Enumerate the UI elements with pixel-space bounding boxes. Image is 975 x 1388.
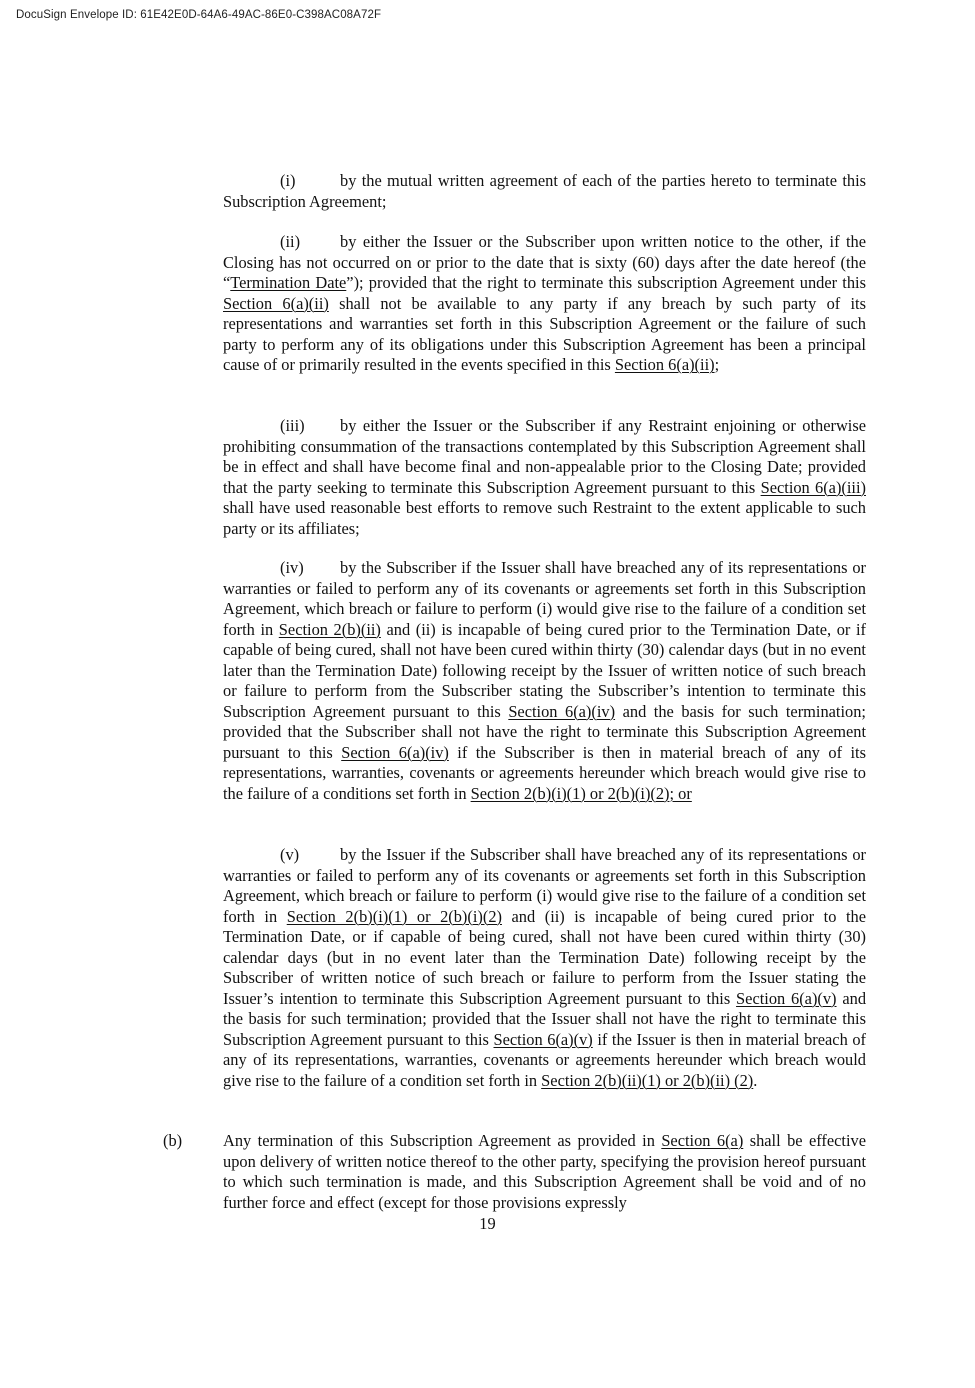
clause-text: if the Issuer is then in material breach of any of its representations, warranties, covenants or agreements hereunder which breach would give rise to the failure of a condition set forth in: [223, 1029, 866, 1090]
clause-number: (iii): [280, 416, 305, 435]
clause-text: by the Subscriber if the Issuer shall have breached any of its representations or warranties or failed to perform any of its covenants or agreements set forth in this Subscription Agreement, which breach or failure to perform (i) would give rise to the failure of a condition set forth in: [223, 558, 866, 639]
clause-number: (ii): [280, 232, 301, 251]
clause-text: ;: [714, 355, 720, 374]
section-reference: Section 6(a)(ii): [614, 355, 715, 374]
clause-text: shall be effective upon delivery of written notice thereof to the other party, specifying the provision hereof pursuant to which such termination is made, and this Subscription Agreement shall be void and of no further force and effect (except for those provisions expressly: [223, 1131, 866, 1212]
clause-text: by the Issuer if the Subscriber shall have breached any of its representations or warranties or failed to perform any of its covenants or agreements set forth in this Subscription Agreement, which breach or failure to perform (i) would give rise to the failure of a condition set forth in: [223, 845, 866, 926]
clause-text: by either the Issuer or the Subscriber upon written notice to the other, if the Closing has not occurred on or prior to the date that is sixty (60) days after the date hereof (the “: [223, 232, 866, 292]
clause-ii: [223, 232, 866, 376]
docusign-envelope-id: DocuSign Envelope ID: 61E42E0D-64A6-49AC-86E0-C398AC08A72F: [16, 9, 382, 21]
section-reference: Section 6(a)(iv): [341, 742, 449, 762]
section-reference: Section 6(a): [661, 1131, 744, 1150]
section-reference: Section 2(b)(ii): [278, 619, 381, 639]
subsection-b-text: [223, 1131, 866, 1213]
clause-text: shall have used reasonable best efforts to remove such Restraint to the extent applicable to such party or its affiliates;: [223, 498, 866, 538]
clause-v: [223, 845, 866, 1091]
section-reference: Section 2(b)(i)(1) or 2(b)(i)(2): [286, 906, 502, 926]
clause-text: and (ii) is incapable of being cured prior to the Termination Date, or if capable of being cured, shall not have been cured within thirty (30) calendar days (but in no event later than the Termination Date) following receipt by the Subscriber of written notice of such breach or failure to perform from the Issuer stating the Issuer’s intention to terminate this Subscription Agreement pursuant to this: [223, 906, 866, 1008]
section-reference: Section 6(a)(ii): [223, 293, 329, 313]
section-reference: Section 6(a)(iv): [508, 701, 616, 721]
section-reference: Section 2(b)(i)(1) or 2(b)(i)(2); or: [470, 783, 692, 803]
subsection-b-label: (b): [163, 1131, 183, 1150]
section-reference: Section 6(a)(v): [736, 988, 837, 1008]
clause-iv: [223, 558, 866, 804]
clause-text: .: [753, 1070, 758, 1090]
clause-text: ”); provided that the right to terminate this subscription Agreement under this: [346, 273, 866, 292]
clause-text: and the basis for such termination; provided that the Issuer shall not have the right to terminate this Subscription Agreement pursuant to this: [223, 988, 867, 1049]
clause-text: by the mutual written agreement of each of the parties hereto to terminate this Subscription Agreement;: [223, 171, 866, 211]
clause-text: Any termination of this Subscription Agreement as provided in: [223, 1131, 662, 1150]
clause-text: by either the Issuer or the Subscriber if any Restraint enjoining or otherwise prohibiting consummation of the transactions contemplated by this Subscription Agreement shall be in effect and shall have become final and non-appealable prior to the Closing Date; provided that the party seeking to terminate this Subscription Agreement pursuant to this: [223, 416, 866, 497]
section-reference: Termination Date: [230, 273, 347, 292]
section-reference: Section 6(a)(v): [493, 1029, 593, 1049]
clause-iii: [223, 416, 866, 539]
section-reference: Section 6(a)(iii): [760, 477, 866, 497]
page-number: 19: [479, 1214, 496, 1233]
section-reference: Section 2(b)(ii)(1) or 2(b)(ii) (2): [541, 1070, 754, 1090]
clause-text: and (ii) is incapable of being cured prior to the Termination Date, or if capable of being cured, shall not have been cured within thirty (30) calendar days (but in no event later than the Termination Date) following receipt by the Issuer of written notice of such breach or failure to perform from the Subscriber stating the Subscriber’s intention to terminate this Subscription Agreement pursuant to this: [223, 619, 866, 721]
clause-number: (i): [280, 171, 296, 190]
clause-text: if the Subscriber is then in material breach of any of its representations, warranties, covenants or agreements hereunder which breach would give rise to the failure of a conditions set forth in: [223, 742, 866, 803]
clause-number: (iv): [280, 558, 304, 577]
clause-text: shall not be available to any party if any breach by such party of its representations and warranties set forth in this Subscription Agreement or the failure of such party to perform any of its obligations under this Subscription Agreement has been a principal cause of or primarily resulted in the events specified in this: [223, 293, 866, 374]
clause-text: and the basis for such termination; provided that the Subscriber shall not have the right to terminate this Subscription Agreement pursuant to this: [223, 701, 866, 762]
clause-i: [223, 171, 866, 212]
clause-number: (v): [280, 845, 300, 864]
